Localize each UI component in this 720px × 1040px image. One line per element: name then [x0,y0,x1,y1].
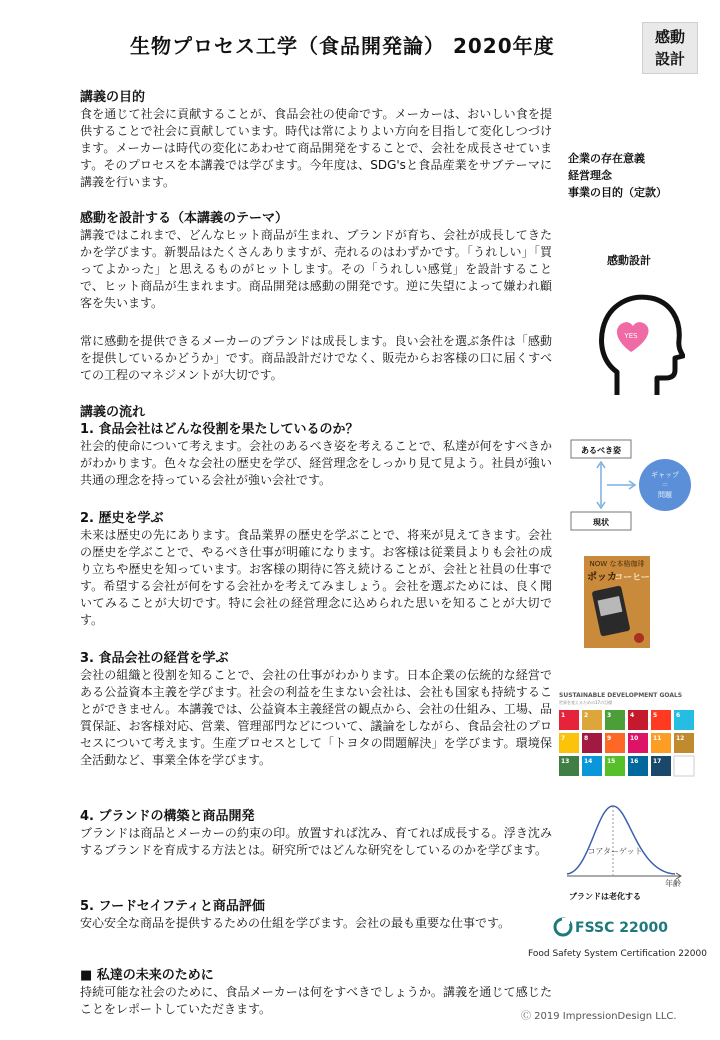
sdg-goal-number: 17 [653,758,662,765]
sdg-logo-tile [674,756,694,776]
flow-item-2-title: 2. 歴史を学ぶ [80,511,164,526]
sdg-goal-number: 1 [561,712,566,719]
theme-body-2: 常に感動を提供できるメーカーのブランドは成長します。良い会社を選ぶ条件は「感動を提供しているかどうか」です。商品設計だけでなく、販売からお客様の口に届くすべての工程のマネジメントが大切です。 [80,334,552,382]
flow-item-1 [80,421,552,489]
flow-item-4 [80,808,552,859]
fssc-caption: Food Safety System Certification 22000 [528,949,707,959]
flow-item-5-title: 5. フードセイフティと商品評価 [80,899,265,914]
fssc-logo [553,916,703,938]
gap-line-3: 問題 [658,491,672,499]
theme-heading: 感動を設計する（本講義のテーマ） [80,211,289,226]
book-seal [634,633,644,643]
sdg-goal-number: 4 [630,712,635,719]
company-list-item-2: 経営理念 [568,169,612,182]
section-future [80,967,552,1018]
kando-design-label: 感動設計 [607,254,651,267]
flow-item-3-body: 会社の組織と役割を知ることで、会社の仕事がわかります。日本企業の伝統的な経営である公益資本主義を学びます。社会の利益を生まない会社は、会社も国家も持続することができません。本講義では、公益資本主義経営の観点から、会社の仕組み、工場、品質保証、お客様対応、営業、管理部門などについて、議論をしながら、食品会社のプロセスについて考えます。生産プロセスとして「トヨタの問題解決」を学びます。環境保全活動など、事業全体を学びます。 [80,668,552,767]
future-body: 持続可能な社会のために、食品メーカーは何をすべきでしょうか。講義を通じて感じたことをレポートしていただきます。 [80,985,552,1016]
current-label: 現状 [593,518,609,527]
flow-heading: 講義の流れ [80,405,146,420]
sdg-goal-number: 9 [607,735,612,742]
sdg-goal-number: 16 [630,758,639,765]
core-target-label: コアターゲット [587,847,643,856]
sdg-goal-number: 14 [584,758,593,765]
page-title: 生物プロセス工学（食品開発論） 2020年度 [130,34,555,58]
flow-item-4-body: ブランドは商品とメーカーの約束の印。放置すれば沈み、育てれば成長する。浮き沈みするブランドを育成する方法とは。研究所ではどんな研究をしているのかを学びます。 [80,826,552,857]
sdg-goal-number: 8 [584,735,589,742]
sdgs-subtitle: 世界を変えるための17の目標 [559,700,613,705]
section-theme-2 [80,333,552,384]
sdg-goal-number: 2 [584,712,589,719]
gap-line-2: ＝ [661,481,669,489]
copyright-notice: Ⓒ 2019 ImpressionDesign LLC. [521,1011,677,1022]
yes-label: YES [624,332,638,340]
flow-item-5 [80,898,552,932]
sdgs-title: SUSTAINABLE DEVELOPMENT GOALS [559,692,683,699]
ideal-label: あるべき姿 [581,446,621,455]
company-list-item-1: 企業の存在意義 [568,152,645,165]
flow-heading-wrap [80,404,552,421]
flow-item-3-title: 3. 食品会社の経営を学ぶ [80,651,229,666]
sdg-goal-number: 6 [676,712,681,719]
sdg-goal-number: 15 [607,758,616,765]
flow-item-1-body: 社会的使命について考えます。会社のあるべき姿を考えることで、私達が何をすべきかがわかります。色々な会社の歴史を学び、経営理念をしっかり見て見よう。社員が強い共通の理念を持っている会社が強い会社です。 [80,439,552,487]
section-purpose [80,89,552,191]
purpose-heading: 講義の目的 [80,90,146,105]
flow-item-3 [80,650,552,769]
company-list-item-3: 事業の目的（定款） [568,186,667,199]
head-heart-illustration [595,290,685,400]
fssc-logo-text: FSSC 22000 [575,920,668,936]
fssc-logo-gap [562,918,570,924]
flow-item-1-title: 1. 食品会社はどんな役割を果たしているのか？ [80,422,359,437]
flow-item-2 [80,510,552,629]
brand-aging-curve [555,802,690,902]
sdg-goal-number: 10 [630,735,639,742]
flow-item-2-body: 未来は歴史の先にあります。食品業界の歴史を学ぶことで、将来が見えてきます。会社の歴史を学ぶことで、やるべき仕事が明確になります。お客様は従業員よりも会社の成り立ちや歴史を知っています。お客様の期待に答え続けることが、会社と社員の仕事です。希望する会社が何をする会社かを考えてみましょう。会社を選ぶためには、良く聞いてみることが大切です。特に会社の経営理念に込められた思いを知ることが大切です。 [80,528,552,627]
flow-item-5-body: 安心安全な商品を提供するための仕組を学びます。会社の最も重要な仕事です。 [80,916,511,930]
sdgs-poster [553,688,701,786]
stamp-line-2: 設計 [654,50,685,68]
future-heading: ■ 私達の未来のために [80,968,214,983]
pokka-coffee-book [584,556,650,648]
sdgs-grid [553,688,701,786]
sdg-goal-number: 12 [676,735,685,742]
theme-body-1: 講義ではこれまで、どんなヒット商品が生まれ、ブランドが育ち、会社が成長してきたかを学びます。新製品はたくさんありますが、売れるのはわずかです。「うれしい」「買ってよかった」と思えるものがヒットします。その「うれしい感覚」を設計することで、ヒット商品が生まれます。商品開発は感動の開発です。逆に失望によって嫌われ顧客を失います。 [80,228,552,310]
flow-item-4-title: 4. ブランドの構築と商品開発 [80,809,255,824]
purpose-body: 食を通じて社会に貢献することが、食品会社の使命です。メーカーは、おいしい食を提供することで社会に貢献しています。時代は常によりよい方向を目指して変化しつづけます。メーカーは時代の変化にあわせて商品開発をすることで、会社を成長させています。そのプロセスを本講義では学びます。今年度は、SDG'sと食品産業をサブテーマに講義を行います。 [80,107,552,189]
company-purpose-list [568,150,667,201]
stamp-line-1: 感動 [654,28,685,46]
brand-curve [567,806,675,874]
book-top-text: NOW な本格珈琲 [589,560,645,568]
kando-sekkei-stamp [642,22,698,74]
gap-diagram [565,436,705,536]
book-brand-1: ポッカ [587,572,617,583]
book-brand-2: コーヒー [614,573,650,583]
age-axis-label: 年齢 [665,879,681,888]
gap-line-1: ギャップ [651,471,679,479]
sdg-goal-number: 3 [607,712,612,719]
sdg-goal-number: 7 [561,735,566,742]
sdg-goal-number: 13 [561,758,570,765]
head-outline [602,297,683,395]
section-theme [80,210,552,312]
sdg-goal-number: 11 [653,735,662,742]
sdg-goal-number: 5 [653,712,658,719]
brand-aging-caption: ブランドは老化する [569,892,641,901]
